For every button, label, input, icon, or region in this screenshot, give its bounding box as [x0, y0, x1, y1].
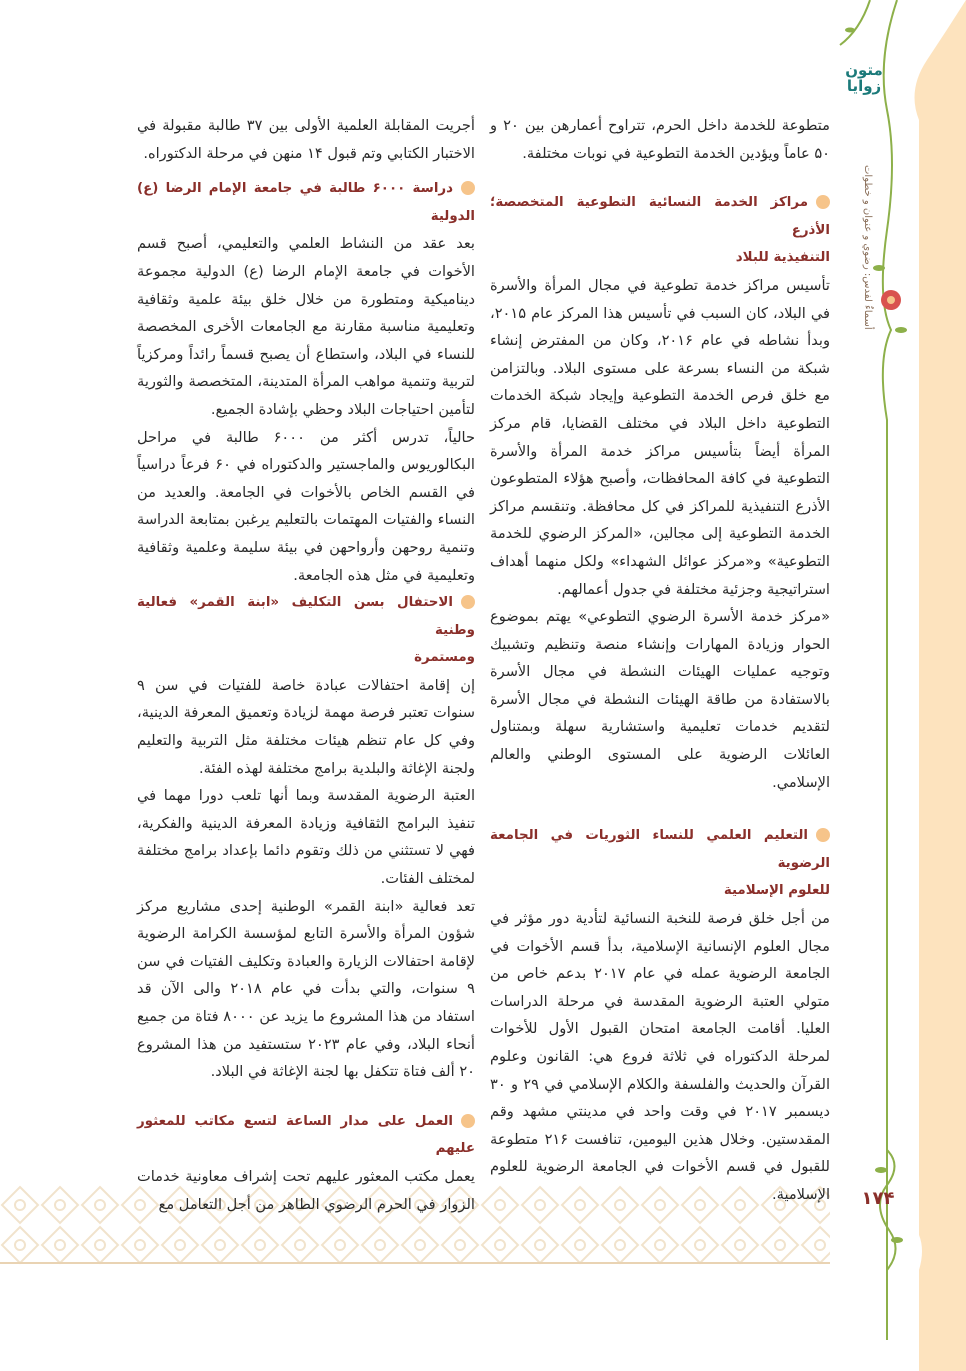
celebration-paragraph-2: العتبة الرضوية المقدسة وبما أنها تلعب دورا مهما في تنفيذ البرامج الثقافية وزيادة المعرفة الدينية والفكرية، فهي لا تستثني من ذلك وتقوم دائما بإعداد برامج مختلفة لمختلف الفئات.	[137, 787, 475, 888]
right-text-column	[490, 112, 830, 1209]
heading-subline: للعلوم الإسلامية	[723, 883, 830, 899]
study-paragraph-1: بعد عقد من النشاط العلمي والتعليمي، أصبح قسم الأخوات في جامعة الإمام الرضا (ع) الدولية مجموعة ديناميكية ومتطورة من خلال خلق بيئة علمية وثقافية وتعليمية مناسبة مقارنة مع الجامعات الأخرى المخصصة للنساء في البلاد، واستطاع أن يصبح قسماً رائداً ومركزياً لتربية وتنمية مواهب المرأة المتدينة، المتخصصة والثورية لتأمين احتياجات البلاد وحظي بإشادة الجميع.	[137, 235, 475, 418]
education-paragraph: من أجل خلق فرصة للنخبة النسائية لتأدية دور مؤثر في مجال العلوم الإنسانية الإسلامية، بدأ قسم الأخوات في الجامعة الرضوية عمله في عام ۲۰۱۷ بدعم خاص من متولي العتبة الرضوية المقدسة في مرحلة الدراسات العليا. أقامت الجامعة امتحان القبول الأول للأخوات لمرحلة الدكتوراه في ثلاثة فروع هي: القانون وعلوم القرآن والحديث والفلسفة والكلام الإسلامي في ۲۹ و ۳۰ ديسمبر ۲۰۱۷ في وقت واحد في مدينتي مشهد وقم المقدستين. وخلال هذين اليومين، تنافست ۲۱۶ متطوعة للقبول في قسم الأخوات في الجامعة الرضوية للعلوم الإسلامية.	[490, 910, 831, 1203]
section-heading-education: التعليم العلمي للنساء الثوريات في الجامعة الرضوية للعلوم الإسلامية	[490, 818, 830, 905]
left-text-column	[137, 112, 475, 1218]
magazine-logo: متون زوايا	[845, 61, 883, 95]
page-number: ۱۷۴	[861, 1188, 895, 1209]
celebration-paragraph-3: تعد فعالية «ابنة القمر» الوطنية إحدى مشاريع مركز شؤون المرأة والأسرة التابع لمؤسسة الكرامة الرضوية لإقامة احتفالات الزيارة والعبادة وتكليف الفتيات في سن ۹ سنوات، والتي بدأت في عام ۲۰۱۸ والى الآن قد استفاد من هذا المشروع ما يزيد عن ۸۰۰۰ فتاة من جميع أنحاء البلاد، وفي عام ۲۰۲۳ ستستفيد من هذا المشروع ۲۰ ألف فتاة تتكفل بها لجنة الإغاثة في البلاد.	[137, 897, 475, 1081]
lost-found-paragraph: يعمل مكتب المعثور عليهم تحت إشراف معاونية خدمات الزوار في الحرم الرضوي الطاهر من أجل التعامل مع	[137, 1167, 475, 1213]
section-heading-lost-found: العمل على مدار الساعة لتسع مكاتب للمعثور عليهم	[137, 1113, 475, 1157]
celebration-paragraph-1: إن إقامة احتفالات عبادة خاصة للفتيات في سن ۹ سنوات تعتبر فرصة مهمة لزيادة وتعميق المعرفة الدينية، وفي كل عام تنظم هيئات مختلفة مثل التربية والتعليم ولجنة الإغاثة والبلدية برامج مختلفة لهذه الفئة.	[137, 676, 475, 777]
study-paragraph-2: حالياً، تدرس أكثر من ۶۰۰۰ طالبة في مراحل البكالوريوس والماجستير والدكتوراه في ۶۰ فرعاً دراسياً في القسم الخاص بالأخوات في الجامعة. والعديد من النساء والفتيات المهتمات بالتعليم يرغبن بمتابعة الدراسة وتنمية روحهن وأرواحهن في بيئة سليمة وعلمية وثقافية وتعليمية في مثل هذه الجامعة.	[137, 428, 476, 584]
heading-bullet-icon	[461, 181, 475, 195]
heading-subline: التنفيذية للبلاد	[735, 250, 830, 266]
volunteer-centers-paragraph: تأسيس مراكز خدمة تطوعية في مجال المرأة والأسرة في البلاد، كان السبب في تأسيس هذا المركز عام ۲۰۱۵، وبدأ نشاطه في عام ۲۰۱۶، وكان من المفترض إنشاء شبكة من النساء بسرعة على مستوى البلاد. وبالتزامن مع خلق فرص الخدمة التطوعية وإيجاد شبكة الخدمات التطوعية داخل البلاد في مختلف القضايا، قام مركز المرأة أيضاً بتأسيس مراكز خدمة المرأة والأسرة التطوعية في كافة المحافظات، وأصبح هؤلاء المتطوعون الأذرع التنفيذية للمراكز في كل محافظة. وتنقسم مراكز الخدمة التطوعية إلى مجالين، «المركز الرضوي للخدمة التطوعية» و«مركز عوائل الشهداء» ولكل منهما أهداف استراتيجية وجزئية مختلفة في جدول أعمالهم.	[490, 276, 830, 598]
heading-bullet-icon	[461, 1114, 475, 1128]
interview-paragraph: أجريت المقابلة العلمية الأولى بين ۳۷ طالبة مقبولة في الاختبار الكتابي وتم قبول ۱۴ منهن في مرحلة الدكتوراه.	[137, 117, 475, 162]
section-heading-celebration: الاحتفال بسن التكليف «ابنة القمر» فعالية وطنية ومستمرة	[137, 589, 475, 672]
intro-paragraph: متطوعة للخدمة داخل الحرم، تتراوح أعمارهن بين ۲۰ و ۵۰ عاماً ويؤدين الخدمة التطوعية في نوبات مختلفة.	[490, 117, 831, 162]
heading-bullet-icon	[816, 828, 830, 842]
section-heading-volunteer-centers: مراكز الخدمة النسائية التطوعية المتخصصة؛ الأذرع التنفيذية للبلاد	[490, 189, 830, 272]
heading-bullet-icon	[816, 195, 830, 209]
heading-bullet-icon	[461, 595, 475, 609]
top-vine-decoration	[820, 0, 880, 60]
family-center-paragraph: «مركز خدمة الأسرة الرضوي التطوعي» يهتم بموضوع الحوار وزيادة المهارات وإنشاء منصة وتنظيم وتشبيك وتوجيه عمليات الهيئات النشطة في مجال الأسرة بالاستفادة من طاقة الهيئات النشطة في مجال الأسرة لتقديم خدمات تعليمية واستشارية سهلة وبمتناول العائلات الرضوية على المستوى الوطني والعالم الإسلامي.	[490, 608, 830, 791]
heading-subline: ومستمرة	[414, 650, 475, 666]
side-decoration	[867, 0, 966, 1371]
vertical-section-label: أسماءٌ لفدس: رضوي و عنوان و خطوات	[862, 165, 873, 330]
section-heading-study: دراسة ۶۰۰۰ طالبة في جامعة الإمام الرضا (ع) الدولية	[137, 181, 475, 224]
